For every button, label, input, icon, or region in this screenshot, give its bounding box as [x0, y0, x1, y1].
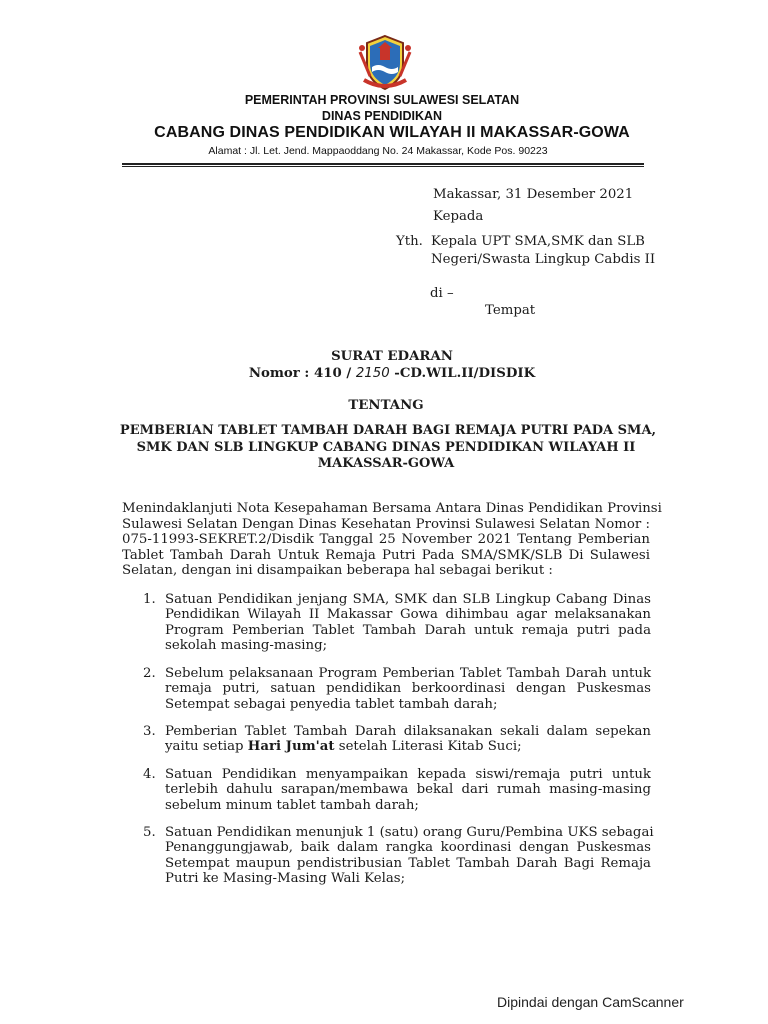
letterhead-divider [122, 163, 644, 165]
provincial-emblem-icon [356, 34, 414, 92]
item-text: yaitu setiap [165, 739, 248, 755]
item-line: sekolah masing-masing; [165, 638, 328, 654]
item-number: 3. [143, 724, 156, 739]
item-number: 4. [143, 767, 156, 782]
number-handwritten: 2150 [355, 366, 390, 381]
letterhead-province: PEMERINTAH PROVINSI SULAWESI SELATAN [244, 93, 520, 107]
item-number: 5. [143, 825, 156, 840]
kepada-label: Kepada [433, 209, 484, 224]
number-prefix: Nomor : 410 / [248, 366, 356, 381]
intro-line: Sulawesi Selatan Dengan Dinas Kesehatan Provinsi Sulawesi Selatan Nomor : [122, 516, 650, 532]
intro-line: Selatan, dengan ini disampaikan beberapa hal sebagai berikut : [122, 563, 553, 578]
item-line [165, 739, 651, 754]
letterhead-divider-thin [122, 166, 644, 167]
subject-line-1: PEMBERIAN TABLET TAMBAH DARAH BAGI REMAJA PUTRI PADA SMA, [119, 423, 657, 438]
item-line: Satuan Pendidikan menunjuk 1 (satu) orang Guru/Pembina UKS sebagai [165, 825, 654, 840]
item-line: sebelum minum tablet tambah darah; [165, 797, 419, 813]
item-line: Setempat sebagai penyedia tablet tambah darah; [165, 696, 498, 712]
item-line: remaja putri, satuan pendidikan berkoordinasi dengan Puskesmas [165, 681, 651, 697]
intro-paragraph [122, 501, 662, 579]
intro-line: Menindaklanjuti Nota Kesepahaman Bersama Antara Dinas Pendidikan Provinsi [122, 501, 662, 516]
yth-label: Yth. [396, 234, 423, 249]
di-label: di – [430, 286, 454, 301]
item-line: Putri ke Masing-Masing Wali Kelas; [165, 871, 406, 887]
item-line: Sebelum pelaksanaan Program Pemberian Tablet Tambah Darah untuk [165, 666, 651, 681]
place-date: Makassar, 31 Desember 2021 [433, 187, 634, 202]
document-number [8, 365, 768, 383]
item-emphasis: Hari Jum'at [247, 739, 335, 755]
number-suffix: -CD.WIL.II/DISDIK [389, 366, 536, 381]
recipient-line-1: Kepala UPT SMA,SMK dan SLB [431, 234, 645, 249]
scanner-watermark: Dipindai dengan CamScanner [497, 994, 684, 1010]
item-line: Program Pemberian Tablet Tambah Darah untuk remaja putri pada [165, 622, 651, 638]
item-text: setelah Literasi Kitab Suci; [334, 739, 522, 755]
subject-line-3: MAKASSAR-GOWA [317, 456, 455, 471]
item-number: 2. [143, 666, 156, 681]
intro-line: 075-11993-SEKRET.2/Disdik Tanggal 25 November 2021 Tentang Pemberian [122, 532, 650, 547]
item-line: Satuan Pendidikan jenjang SMA, SMK dan SLB Lingkup Cabang Dinas [165, 592, 651, 607]
recipient-line-2: Negeri/Swasta Lingkup Cabdis II [431, 252, 656, 267]
item-line: Penanggungjawab, baik dalam rangka koordinasi dengan Puskesmas [165, 840, 651, 856]
intro-line: Tablet Tambah Darah Untuk Remaja Putri Pada SMA/SMK/SLB Di Sulawesi [122, 547, 650, 563]
letterhead-address: Alamat : Jl. Let. Jend. Mappaoddang No. 24 Makassar, Kode Pos. 90223 [208, 145, 548, 157]
letterhead-branch: CABANG DINAS PENDIDIKAN WILAYAH II MAKASSAR-GOWA [154, 124, 630, 141]
tempat-label: Tempat [485, 303, 536, 318]
item-line: Pemberian Tablet Tambah Darah dilaksanakan sekali dalam sepekan [165, 724, 651, 739]
item-number: 1. [143, 592, 156, 607]
item-line: Setempat maupun pendistribusian Tablet Tambah Darah Bagi Remaja [165, 855, 651, 871]
document-type: SURAT EDARAN [331, 349, 453, 364]
item-line: Pendidikan Wilayah II Makassar Gowa dihimbau agar melaksanakan [165, 607, 651, 623]
item-line: terlebih dahulu sarapan/membawa bekal dari rumah masing-masing [165, 782, 651, 798]
item-line: Satuan Pendidikan menyampaikan kepada siswi/remaja putri untuk [165, 767, 651, 782]
tentang-heading: TENTANG [348, 398, 424, 413]
subject-line-2: SMK DAN SLB LINGKUP CABANG DINAS PENDIDIKAN WILAYAH II [136, 440, 636, 455]
letterhead-department: DINAS PENDIDIKAN [321, 109, 443, 123]
